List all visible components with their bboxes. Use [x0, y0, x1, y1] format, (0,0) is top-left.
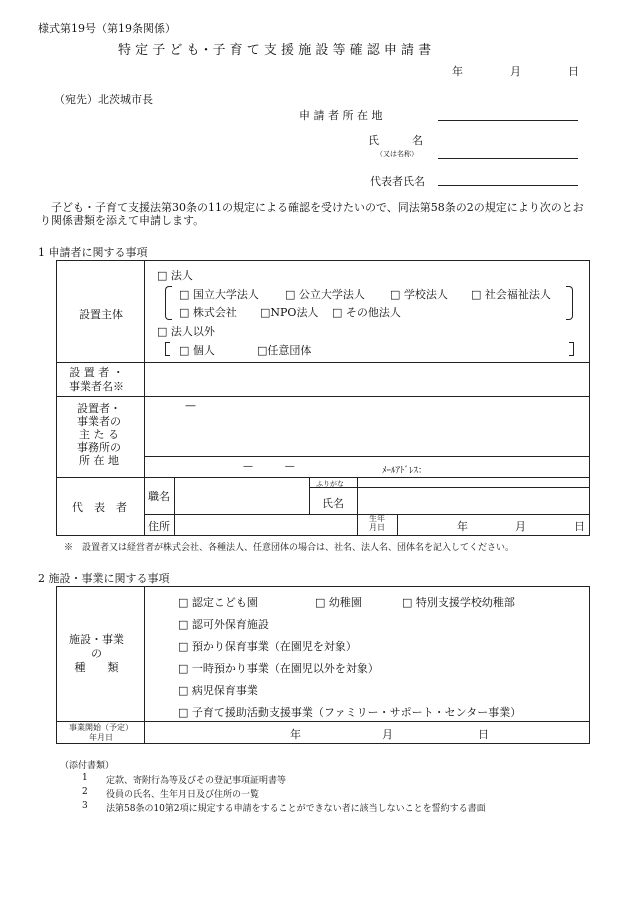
intro-text: 子ども・子育て支援法第30条の11の規定による確認を受けたいので、同法第58条の2の規定により次のとおり関係書類を添えて申請します。 — [40, 201, 584, 227]
attachment-text-2: 役員の氏名、生年月日及び住所の一覧 — [106, 790, 260, 800]
type-unlicensed-nursery[interactable]: □ 認可外保育施設 — [178, 618, 269, 631]
attachment-text-3: 法第58条の10第2項に規定する申請をすることができない者に該当しないことを誓約する書面 — [106, 804, 486, 814]
page-title: 特 定 子 ど も・子 育 て 支 援 施 設 等 確 認 申 請 書 — [118, 43, 432, 58]
section1-table — [56, 260, 590, 536]
date-month: 月 — [510, 65, 521, 78]
postal-dash: — — [185, 399, 196, 412]
start-day: 日 — [478, 728, 489, 741]
section1-note: ※ 設置者又は経営者が株式会社、各種法人、任意団体の場合は、社名、法人名、団体名を記入してください。 — [64, 543, 515, 553]
founder-name-field[interactable] — [149, 365, 585, 393]
type-certified-center[interactable]: □ 認定こども園 — [178, 596, 258, 609]
founder-name-label: 設 置 者 ・ 事業者名※ — [69, 366, 124, 393]
type-special-school[interactable]: □ 特別支援学校幼稚部 — [402, 596, 515, 609]
rep-title-label: 職名 — [148, 490, 170, 503]
rep-address-label: 住所 — [148, 520, 170, 533]
corp-checkbox[interactable]: □ 法人 — [157, 269, 193, 282]
applicant-address-field[interactable] — [438, 120, 578, 121]
rep-name-label: 氏名 — [322, 497, 344, 510]
applicant-name-note: （又は名称） — [376, 150, 418, 158]
start-year: 年 — [290, 728, 301, 741]
opt-national-univ[interactable]: □ 国立大学法人 — [179, 288, 259, 301]
facility-type-label: 施設・事業 の 種 類 — [69, 633, 124, 674]
attachment-no-2: 2 — [82, 787, 88, 797]
opt-voluntary-group[interactable]: □任意団体 — [257, 344, 312, 357]
type-kindergarten[interactable]: □ 幼稚園 — [315, 596, 362, 609]
date-year: 年 — [452, 65, 463, 78]
opt-npo[interactable]: □NPO法人 — [260, 306, 319, 319]
section2-table — [56, 586, 590, 744]
attachment-no-1: 1 — [82, 773, 88, 783]
rep-label: 代 表 者 — [72, 501, 127, 514]
opt-school-corp[interactable]: □ 学校法人 — [390, 288, 448, 301]
email-label: ﾒｰﾙｱﾄﾞﾚｽ： — [382, 466, 428, 476]
opt-public-univ[interactable]: □ 公立大学法人 — [285, 288, 365, 301]
phone-dashes: — — — [243, 461, 295, 472]
dob-label: 生年 月日 — [369, 514, 385, 532]
section1-heading: 1 申請者に関する事項 — [38, 246, 148, 259]
opt-other-corp[interactable]: □ その他法人 — [332, 306, 401, 319]
furigana-label: ふりがな — [316, 480, 344, 488]
start-date-label: 事業開始（予定） 年月日 — [69, 723, 133, 742]
applicant-rep-field[interactable] — [438, 185, 578, 186]
type-family-support[interactable]: □ 子育て援助活動支援事業（ファミリー・サポート・センター事業） — [178, 706, 522, 719]
date-day: 日 — [568, 65, 579, 78]
attachments-heading: （添付書類） — [60, 761, 115, 771]
attachment-no-3: 3 — [82, 801, 88, 811]
opt-individual[interactable]: □ 個人 — [179, 344, 215, 357]
type-extended-care[interactable]: □ 預かり保育事業（在園児を対象） — [178, 640, 357, 653]
applicant-address-label: 申 請 者 所 在 地 — [299, 109, 383, 122]
applicant-name-label: 氏 名 — [368, 134, 423, 147]
noncorp-checkbox[interactable]: □ 法人以外 — [157, 325, 215, 338]
attachment-text-1: 定款、寄附行為等及びその登記事項証明書等 — [106, 776, 287, 786]
type-temporary-care[interactable]: □ 一時預かり事業（在園児以外を対象） — [178, 662, 379, 675]
dob-day: 日 — [574, 520, 585, 533]
applicant-name-field[interactable] — [438, 158, 578, 159]
opt-kabushiki[interactable]: □ 株式会社 — [179, 306, 237, 319]
section2-heading: 2 施設・事業に関する事項 — [38, 572, 170, 585]
dob-year: 年 — [457, 520, 468, 533]
addressee: （宛先）北茨城市長 — [54, 93, 153, 106]
start-month: 月 — [382, 728, 393, 741]
founder-label: 設置主体 — [79, 308, 123, 321]
type-sick-child-care[interactable]: □ 病児保育事業 — [178, 684, 258, 697]
dob-month: 月 — [515, 520, 526, 533]
office-address-label: 設置者・ 事業者の 主 た る 事務所の 所 在 地 — [77, 402, 121, 467]
applicant-rep-label: 代表者氏名 — [370, 175, 425, 188]
opt-social-welfare[interactable]: □ 社会福祉法人 — [471, 288, 551, 301]
form-number: 様式第19号（第19条関係） — [38, 22, 176, 35]
